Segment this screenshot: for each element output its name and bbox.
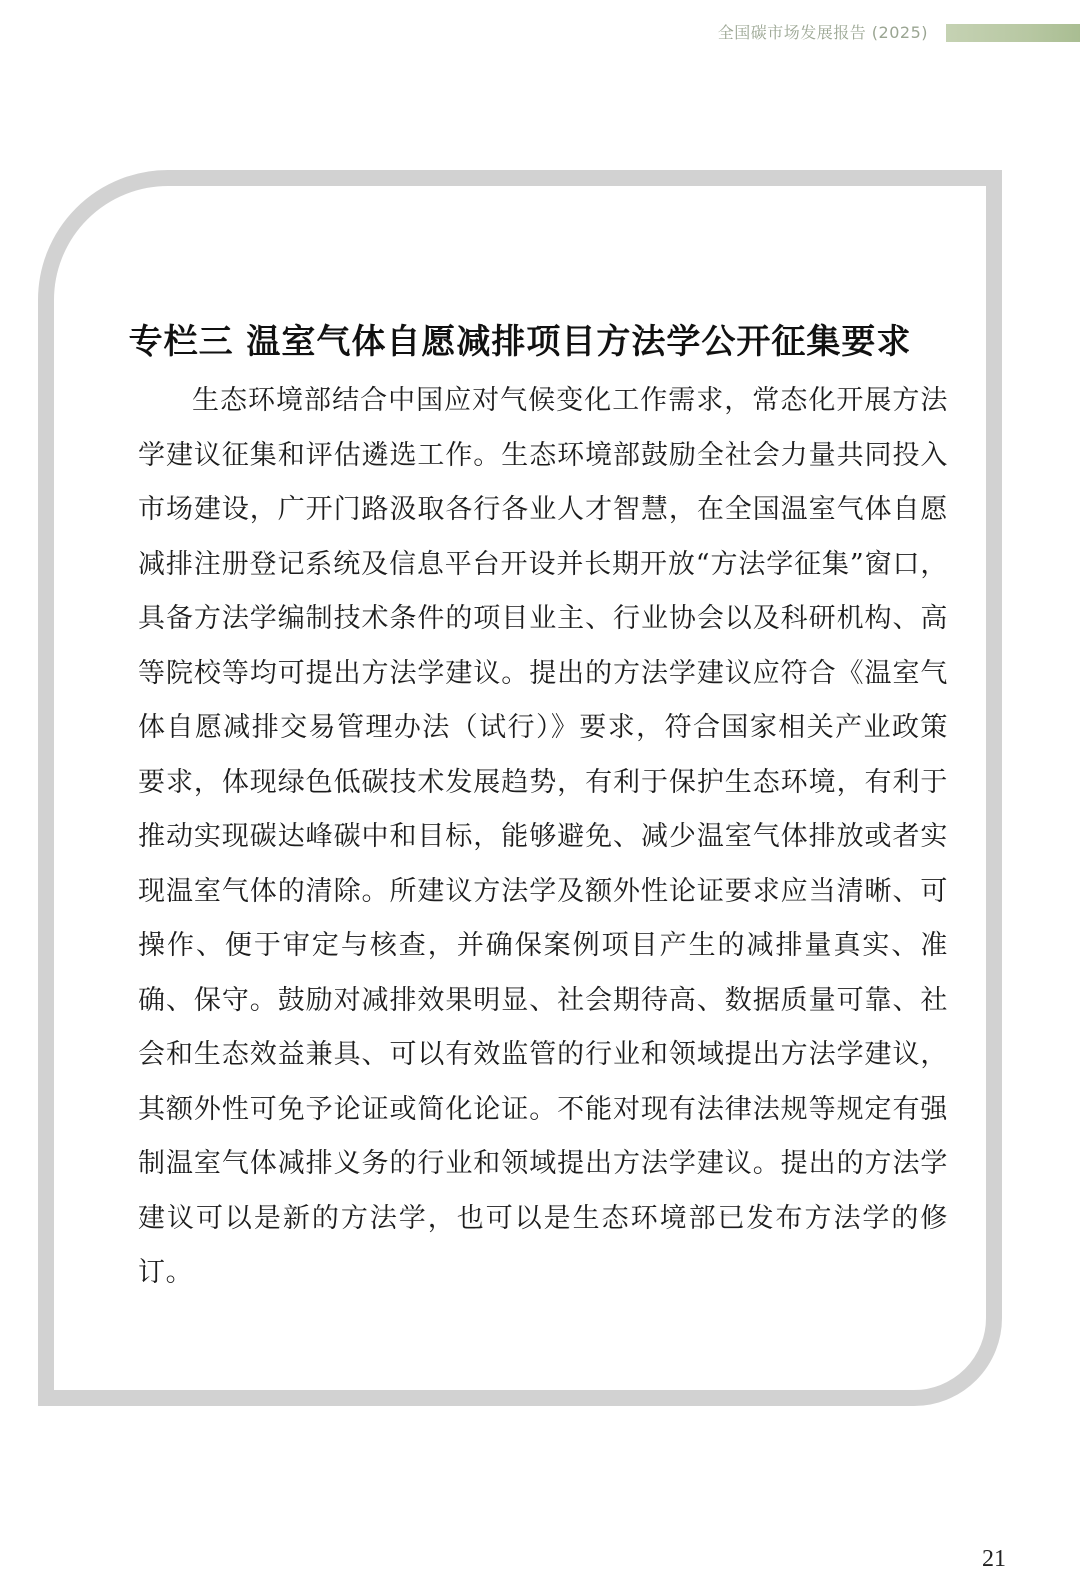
column-title: 专栏三 温室气体自愿减排项目方法学公开征集要求: [128, 322, 912, 362]
header-accent-bar: [946, 24, 1080, 42]
column-body-text: 生态环境部结合中国应对气候变化工作需求，常态化开展方法学建议征集和评估遴选工作。生态环境部鼓励全社会力量共同投入市场建设，广开门路汲取各行各业人才智慧，在全国温室气体自愿减排注册登记系统及信息平台开设并长期开放“方法学征集”窗口，具备方法学编制技术条件的项目业主、行业协会以及科研机构、高等院校等均可提出方法学建议。提出的方法学建议应符合《温室气体自愿减排交易管理办法（试行）》要求，符合国家相关产业政策要求，体现绿色低碳技术发展趋势，有利于保护生态环境，有利于推动实现碳达峰碳中和目标，能够避免、减少温室气体排放或者实现温室气体的清除。所建议方法学及额外性论证要求应当清晰、可操作、便于审定与核查，并确保案例项目产生的减排量真实、准确、保守。鼓励对减排效果明显、社会期待高、数据质量可靠、社会和生态效益兼具、可以有效监管的行业和领域提出方法学建议，其额外性可免予论证或简化论证。不能对现有法律法规等规定有强制温室气体减排义务的行业和领域提出方法学建议。提出的方法学建议可以是新的方法学，也可以是生态环境部已发布方法学的修订。: [138, 385, 948, 1288]
report-title: 全国碳市场发展报告 (2025): [717, 23, 928, 42]
column-box: [38, 170, 1002, 1406]
page-number: 21: [982, 1546, 1006, 1572]
